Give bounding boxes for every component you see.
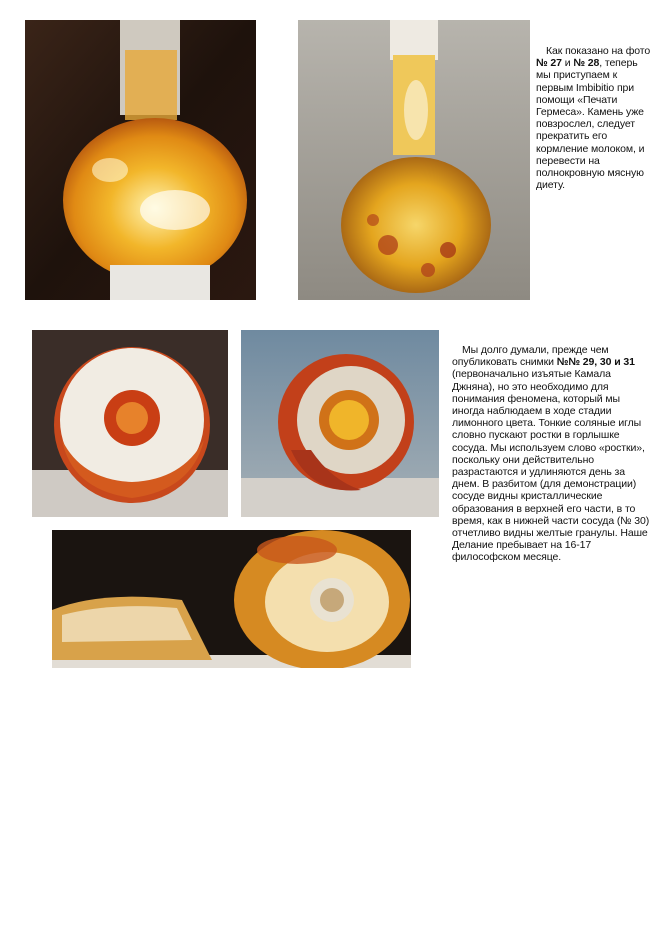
photo-28-flask-gray [298,20,530,300]
photo-27-flask-dark [25,20,256,300]
photo-31-broken-vessel [52,530,411,668]
caption-photos-27-28: Как показано на фото № 27 и № 28, теперь мы приступаем к первым Imbibitio при помощи «Печати Гермеса». Камень уже повзрослел, следует прекратить его кормление молоком, и перевести на полнокровную мясную диету. [536,45,651,192]
photo-30-neck-top-view [241,330,439,517]
caption-photos-29-30-31: Мы долго думали, прежде чем опубликовать снимки №№ 29, 30 и 31 (первоначально изъятые Камала Джняна), но это необходимо для понимания феномена, который мы иногда наблюдаем в ходе стадии лимонного цвета. Тонкие соляные иглы словно пускают ростки в горлышке сосуда. Мы используем слово «ростки», поскольку они действительно разрастаются и удлиняются день за днем. В разбитом (для демонстрации) сосуде видны кристаллические образования в верхней его части, в то время, как в нижней части сосуда (№ 30) отчетливо видны желтые гранулы. Наше Делание пребывает на 16-17 философском месяце. [452,344,650,564]
photo-29-neck-top-view [32,330,228,517]
